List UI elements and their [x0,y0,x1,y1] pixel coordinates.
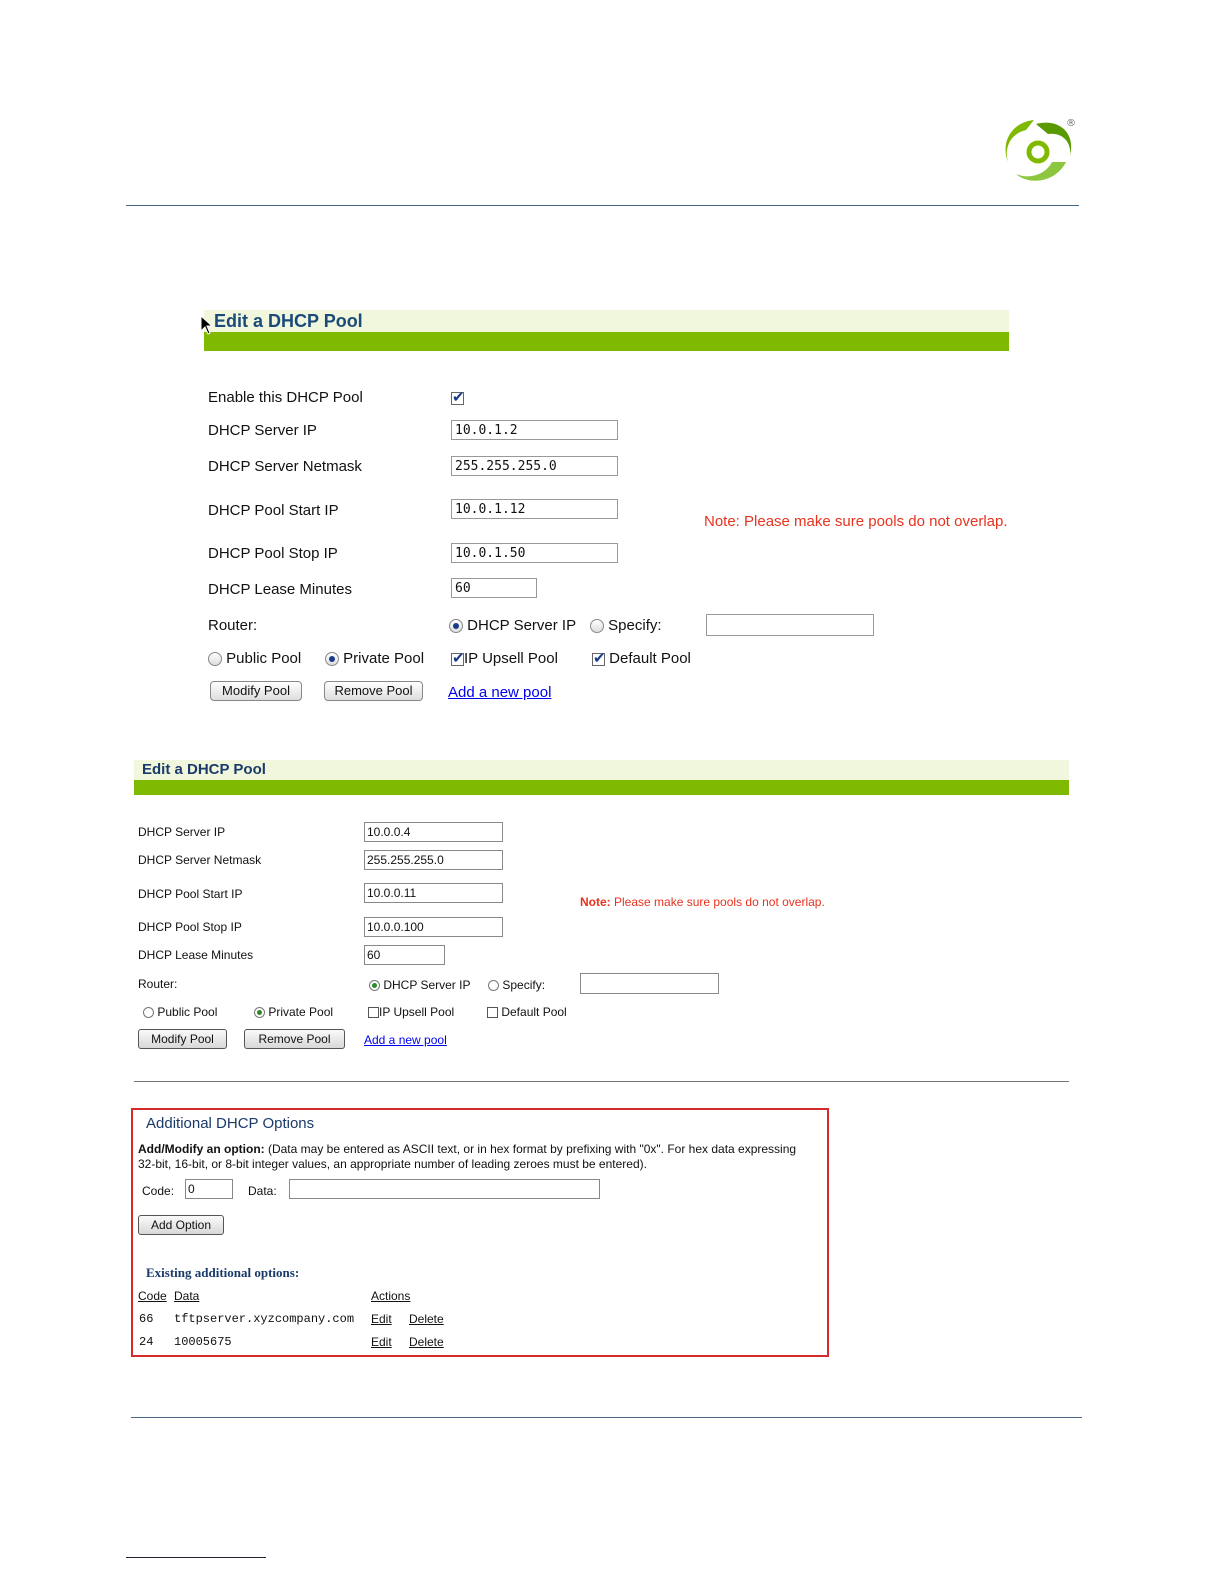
ip-upsell-checkbox[interactable] [451,653,464,666]
footer-divider [131,1417,1082,1418]
delete-option-link[interactable]: Delete [409,1312,444,1326]
router-specify-label: Specify: [608,617,662,634]
data-input[interactable] [289,1179,600,1199]
router-server-ip-radio[interactable] [449,619,463,633]
panel-title: Edit a DHCP Pool [214,311,363,331]
private-pool-option[interactable] [325,650,424,667]
col-header-actions: Actions [371,1289,411,1303]
router-specify-input[interactable] [580,973,719,994]
panel-green-bar [204,332,1009,351]
footnote-rule [126,1557,266,1558]
lease-minutes-input[interactable]: 60 [451,578,537,598]
pool-stop-label: DHCP Pool Stop IP [138,920,242,934]
modify-pool-button[interactable]: Modify Pool [138,1029,227,1049]
remove-pool-button[interactable]: Remove Pool [324,681,423,701]
default-pool-checkbox[interactable] [487,1007,498,1018]
private-pool-option[interactable] [254,1005,333,1019]
router-specify-option[interactable] [590,617,662,634]
mouse-cursor-icon [200,315,214,335]
default-pool-label: Default Pool [609,650,691,667]
enable-pool-label: Enable this DHCP Pool [208,389,363,406]
router-specify-label: Specify: [502,978,546,992]
public-pool-label: Public Pool [157,1005,218,1019]
private-pool-radio[interactable] [325,652,339,666]
router-server-ip-label: DHCP Server IP [467,617,577,634]
default-pool-option[interactable] [487,1005,567,1019]
col-header-code: Code [138,1289,167,1303]
option-data: tftpserver.xyzcompany.com [174,1312,355,1326]
add-modify-desc-2: 32-bit, 16-bit, or 8-bit integer values, an appropriate number of leading zeroes must be entered). [138,1157,647,1171]
netmask-label: DHCP Server Netmask [138,853,262,867]
data-label: Data: [248,1184,277,1198]
add-modify-description [138,1142,828,1172]
edit-option-link[interactable]: Edit [371,1335,392,1349]
additional-options-title: Additional DHCP Options [146,1115,315,1132]
netmask-input[interactable]: 255.255.255.0 [451,456,618,476]
router-server-ip-label: DHCP Server IP [383,978,471,992]
pool-stop-input[interactable]: 10.0.0.100 [364,917,503,937]
option-code: 24 [139,1335,154,1349]
lease-minutes-input[interactable]: 60 [364,945,445,965]
default-pool-checkbox[interactable] [592,653,605,666]
public-pool-radio[interactable] [143,1007,154,1018]
private-pool-label: Private Pool [268,1005,334,1019]
ip-upsell-checkbox[interactable] [368,1007,379,1018]
edit-option-link[interactable]: Edit [371,1312,392,1326]
server-ip-input[interactable]: 10.0.0.4 [364,822,503,842]
private-pool-radio[interactable] [254,1007,265,1018]
pool-stop-input[interactable]: 10.0.1.50 [451,543,618,563]
code-label: Code: [142,1184,175,1198]
router-server-ip-radio[interactable] [369,980,380,991]
existing-options-title: Existing additional options: [146,1265,300,1280]
netmask-label: DHCP Server Netmask [208,458,362,475]
col-header-data: Data [174,1289,200,1303]
pool-stop-label: DHCP Pool Stop IP [208,545,338,562]
header-divider [126,205,1079,206]
panel-title: Edit a DHCP Pool [142,761,266,778]
pool-start-label: DHCP Pool Start IP [138,887,243,901]
router-specify-radio[interactable] [488,980,499,991]
svg-text:®: ® [1066,118,1076,129]
router-specify-radio[interactable] [590,619,604,633]
enable-pool-checkbox[interactable] [451,392,464,405]
add-new-pool-link[interactable]: Add a new pool [448,684,552,701]
default-pool-label: Default Pool [501,1005,567,1019]
add-modify-heading: Add/Modify an option: [138,1142,265,1156]
server-ip-label: DHCP Server IP [208,422,317,439]
panel-title-bar [134,760,1069,780]
add-new-pool-link[interactable]: Add a new pool [364,1033,447,1047]
router-server-ip-option[interactable] [449,617,576,634]
router-specify-input[interactable] [706,614,874,636]
public-pool-option[interactable] [208,650,301,667]
netmask-input[interactable]: 255.255.255.0 [364,850,503,870]
option-code: 66 [139,1312,154,1326]
ip-upsell-label: IP Upsell Pool [379,1005,455,1019]
pool-start-input[interactable]: 10.0.1.12 [451,499,618,519]
router-label: Router: [138,977,178,991]
swirl-logo-icon [996,112,1082,188]
server-ip-input[interactable]: 10.0.1.2 [451,420,618,440]
note-prefix: Note: [580,895,611,909]
overlap-note: Note: Please make sure pools do not overlap. [704,513,1008,530]
panel-title-bar [204,310,1009,332]
ip-upsell-option[interactable] [451,650,558,667]
add-option-button[interactable]: Add Option [138,1215,224,1235]
ip-upsell-label: IP Upsell Pool [464,650,558,667]
private-pool-label: Private Pool [343,650,425,667]
router-specify-option[interactable] [488,978,545,992]
add-modify-desc-1: (Data may be entered as ASCII text, or in hex format by prefixing with "0x". For hex data expressing [264,1142,797,1156]
note-text: Please make sure pools do not overlap. [610,895,825,909]
option-data: 10005675 [174,1335,232,1349]
lease-minutes-label: DHCP Lease Minutes [208,581,352,598]
public-pool-option[interactable] [143,1005,217,1019]
remove-pool-button[interactable]: Remove Pool [244,1029,345,1049]
edit-dhcp-pool-panel-mac [0,0,1224,701]
public-pool-radio[interactable] [208,652,222,666]
pool-start-label: DHCP Pool Start IP [208,502,339,519]
pool-start-input[interactable]: 10.0.0.11 [364,883,503,903]
panel-green-bar [134,780,1069,795]
ip-upsell-option[interactable] [368,1005,454,1019]
modify-pool-button[interactable]: Modify Pool [210,681,302,701]
router-server-ip-option[interactable] [369,978,470,992]
overlap-note [580,895,825,909]
section-divider [134,1081,1069,1082]
server-ip-label: DHCP Server IP [138,825,226,839]
public-pool-label: Public Pool [226,650,302,667]
router-label: Router: [208,617,258,634]
delete-option-link[interactable]: Delete [409,1335,444,1349]
code-input[interactable]: 0 [185,1179,233,1199]
lease-minutes-label: DHCP Lease Minutes [138,948,254,962]
default-pool-option[interactable] [592,650,691,667]
additional-dhcp-options-box [131,1108,829,1357]
